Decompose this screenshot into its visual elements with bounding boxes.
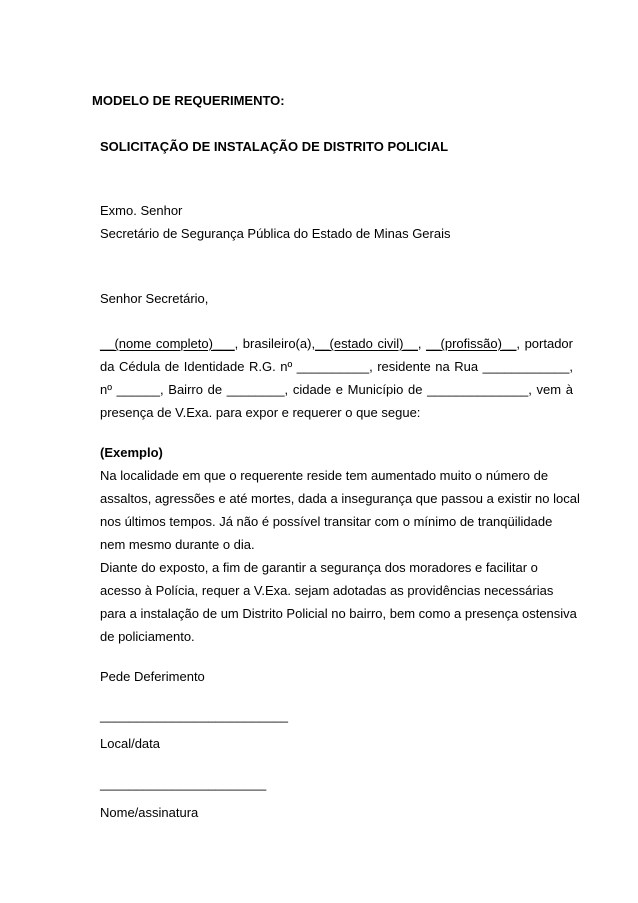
name-blank: __(nome completo)___ <box>100 336 235 351</box>
qualification-line-1 <box>100 332 573 355</box>
addressee-title: Secretário de Segurança Pública do Estado de Minas Gerais <box>100 226 451 241</box>
addressee-salutation: Exmo. Senhor <box>100 203 183 218</box>
example-line: nos últimos tempos. Já não é possível transitar com o mínimo de tranqüilidade <box>100 514 553 529</box>
example-line: assaltos, agressões e até mortes, dada a insegurança que passou a existir no local <box>100 491 580 506</box>
place-date-label: Local/data <box>100 736 160 751</box>
example-line: Na localidade em que o requerente reside tem aumentado muito o número de <box>100 468 549 483</box>
example-line: para a instalação de um Distrito Policial no bairro, bem como a presença ostensiva <box>100 606 577 621</box>
greeting: Senhor Secretário, <box>100 291 209 306</box>
nationality-text: , brasileiro(a), <box>234 336 316 351</box>
document-heading: MODELO DE REQUERIMENTO: <box>92 93 285 108</box>
name-signature-line: _______________________ <box>100 776 267 791</box>
name-signature-label: Nome/assinatura <box>100 805 199 820</box>
example-line: acesso à Polícia, requer a V.Exa. sejam adotadas as providências necessárias <box>100 583 554 598</box>
qualification-line-4: presença de V.Exa. para expor e requerer o que segue: <box>100 405 421 420</box>
qualification-line-3: nº ______, Bairro de ________, cidade e Município de ______________, vem à <box>100 382 573 397</box>
bearer-text: , portador <box>516 336 573 351</box>
example-label: (Exemplo) <box>100 445 163 460</box>
example-line: Diante do exposto, a fim de garantir a segurança dos moradores e facilitar o <box>100 560 538 575</box>
place-date-signature-line: __________________________ <box>100 708 288 723</box>
profession-blank: __(profissão)__ <box>426 336 517 351</box>
qualification-line-2: da Cédula de Identidade R.G. nº __________, residente na Rua ____________, <box>100 359 573 374</box>
closing-text: Pede Deferimento <box>100 669 205 684</box>
separator-text: , <box>417 336 427 351</box>
civil-status-blank: __(estado civil)__ <box>315 336 418 351</box>
example-line: nem mesmo durante o dia. <box>100 537 255 552</box>
request-subject: SOLICITAÇÃO DE INSTALAÇÃO DE DISTRITO POLICIAL <box>100 139 449 154</box>
example-line: de policiamento. <box>100 629 195 644</box>
